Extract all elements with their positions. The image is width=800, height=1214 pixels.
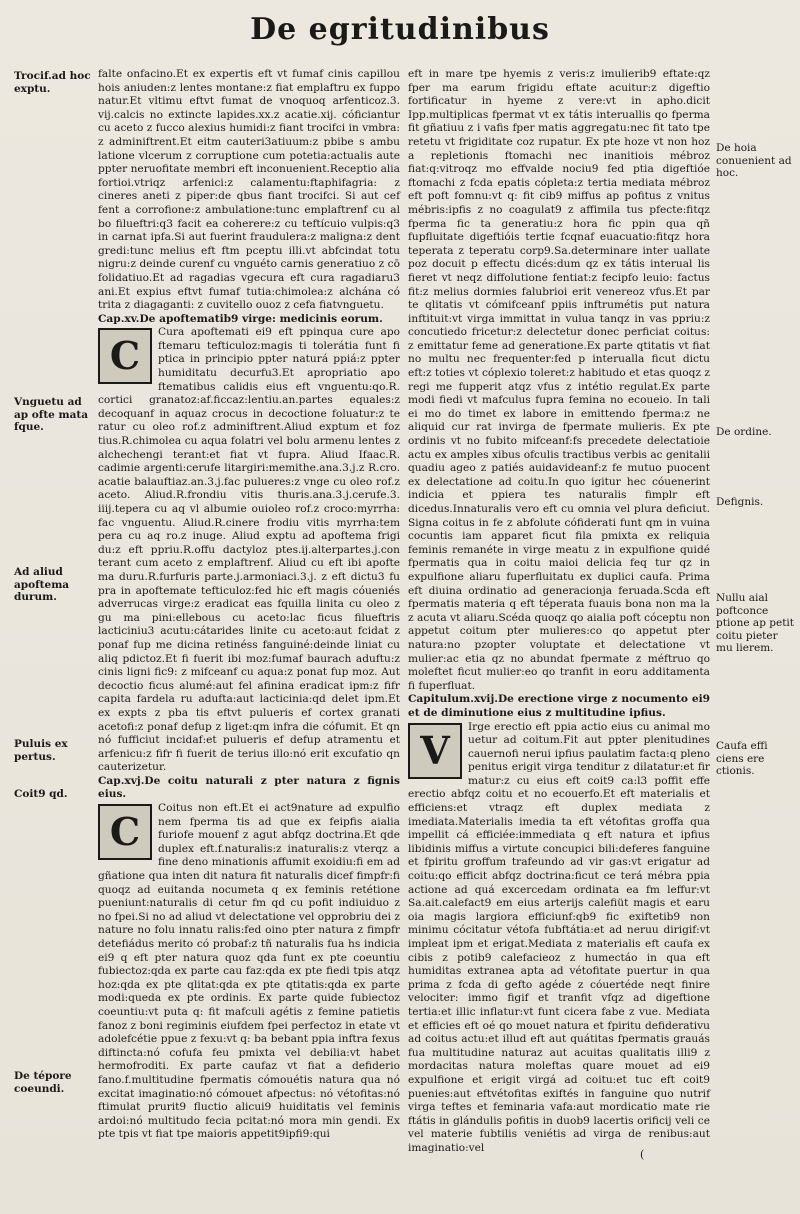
right-text-column xyxy=(408,68,710,1154)
margin-note: Puluis ex pertus. xyxy=(14,738,68,763)
chapter-heading: Cap.xv.De apoftematib9 virge: medicinis eorum. xyxy=(98,312,383,325)
margin-note: De hoia conuenient ad hoc. xyxy=(716,142,792,179)
drop-cap: C xyxy=(98,328,152,384)
paragraph: C Coitus non eft.Et ei act9nature ad expulfio nem fperma tis ad que ex feipfis aialia furiofe mouenf z agut abfqz doctrina.Et qde duplex eft.f.naturalis:z inaturalis:z vterqz a fine deno minationis affumit exoidiu:fi em ad gñatione qua inten dit natura fit naturalis dicef fimpfr:fi quoqz ad euitanda nocumeta q ex feminis retétione pueniunt:naturalis di cetur fm qd cu pofit indiuiduo z no fpei.Si no ad aliud vt delectatione vel opprobriu dei z nature no folu innatu ralis:fed oino pter natura z fimpfr detefiádus merito có probaf:z tñ naturalis fua hs indicia ei9 q eft pter natura quoz qda funt ex pte coeuntiu fubiectoz:qda ex parte cau faz:qda ex pte fiedi tpis atqz hoz:qda ex pte qlitat:qda ex pte qtitatis:qda ex parte modi:queda ex pte ordinis. Ex parte quide fubiectoz coeuntiu:vt puta q: fit mafculi agétis z femine patietis fanoz z boni regiminis eiufdem fpei perfectoz in etate vt adolefcétie ppue z fexu:vt q: ba bebant ppia inftra fexus diftincta:nó cofufa feu pmixta vel debilia:vt habet hermofroditi. Ex parte caufaz vt fiat a defiderio fano.f.multitudine fpermatis cómouétis natura qua nó excitat imaginatio:nó cómouet afpectus: nó vétofitas:nó ftimulat prurit9 fluctio alicui9 huiditatis vel feminis ardoi:nó multitudo fecia pcitat:nó mora min gendi. Ex pte tpis vt fiat tpe maioris appetit9ipfi9:qui xyxy=(98,802,400,1141)
margin-note: Trocif.ad hoc exptu. xyxy=(14,70,91,95)
paragraph: C Cura apoftemati ei9 eft ppinqua cure apo ftemaru tefticuloz:magis ti tolerátia funt fi ptica in principio ppter naturá ppiá:z ppter humiditatu decurfu3.Et apropriatio apo ftematibus calidis eius eft vnguentu:qo.R. cortici granatoz:af.ficcaz:lentiu.an.partes equales:z decoquanf in aquaz crocus in decoctione foluatur:z te ratur cu oleo rof.z adminiftrent.Aliud exptum et foz tius.R.chimolea cu aqua folatri vel bolu armenu lentes z alchechengi terant:et fiat vt fupra. Aliud Ifaac.R. cadimie argenti:cerufe litargiri:memithe.ana.3.j.z R.cro. acatie balauftiaz.an.3.j.fac pulueres:z vnge cu oleo rof.z aceto. Aliud.R.frondiu vitis thuris.ana.3.j.cerufe.3. iiij.tepera cu aq vl albumie ouioleo rof.z croco:myrrha: fac vnguentu. Aliud.R.cinere frodiu vitis myrrha:tem pera cu aq ro.z inuge. Aliud exptu ad apoftema frigi du:z eft ppriu.R.offu dactyloz ptes.ij.alterpartes.j.con terant cum aceto z emplaftrenf. Aliud cu eft ibi apofte ma duru.R.furfuris parte.j.armoniaci.3.j. z eft dictu3 fu pra in apoftemate tefticuloz:fed hic eft magis cóueniés adverrucas virge:z eradicat eas fquilla linita cu oleo z gu ma pini:ellebous cu aceto:lac ficus filueftris lacticiniu3 acutu:cátarides linite cu aceto:aut fcidat z ponaf fup me dicina retinéss fanguiné:deinde liniat cu aliq pdictoz.Et fi fuerit ibi moz:fumaf baurach aduftu:z cinis ligni fic9: z mifceanf cu aqua:z ponat fup moz. Aut decoctio ficus alumé:aut fel afinina eradicat ipm:z fifr capita fardela ru adufta:aut lacticinia:qd delet ipm.Et ex expts z pba tis eftvt pulueris ef cortex granati acetofi:z ponaf defup z liget:qm infra die cófumit. Et qn nó fufficiut incidaf:et pulueris ef defup atramentu et arfenicu:z fifr fi fuerit de terius illo:nó erit excufatio qn cauterizetur. xyxy=(98,326,400,774)
margin-note: Ad aliud apoftema durum. xyxy=(14,566,70,603)
drop-cap: V xyxy=(408,723,462,779)
margin-note: De ordine. xyxy=(716,426,772,438)
drop-cap: C xyxy=(98,804,152,860)
paragraph: eft in mare tpe hyemis z veris:z imulierib9 eftate:qz fper ma earum frigidu eftate acuitur:z digeftio fortificatur in hyeme z vere:vt in apho.dicit Ipp.multiplicas fpermat vt ex tátis interuallis qo fperma fit gñatiuu z i vafis fper matis aggregatu:nec fit tato tpe retetu vt frigiditate coz rupatur. Ex pte hoze vt non hoz a repletionis ftomachi nec inanitiois mébroz fiat:q:vitroqz mo effvalde nociu9 fed ptia digeftióe ftomachi z fcda epatis cópleta:z tertia mediata mébroz eft poft fomnu:vt q: fit cib9 miffus ap pofitus z vnitus mébris:ipfis z no coagulat9 z affimila tus pfecte:fitqz fperma fic ta generatiu:z hora fic ppin qua qñ fupfluitate digeftióis tertie fcqnaf euacuatio:fitqz hora teperata z teperatu corp9.Sa.determinare inter uallate poz docuit p effectu dicés:dum qz ex tátis interual lis fieret vt neqz diffolutione fentiat:z fecipfo leuio: factus fit:z melius dormies falubrioi erit venereoz vfus.Et par te qlitatis vt cómifceanf ppiis inftrumétis put natura inftituit:vt virga immittat in vulua tanqz in vas ppriu:z concutiedo fricetur:z delectetur donec perficiat coitus: z emittatur feme ad generatione.Ex parte qtitatis vt fiat no multu nec frequenter:fed p interualla ficut dictu eft:z toties vt cóplexio toleret:z habitudo et etas quoqz z regi me fupperit atqz vfus z intétio regulat.Ex parte modi fiedi vt mafculus fupra femina no ecoueio. In tali ei mo do timet ex labore in emittendo fperma:z ne aliquid cur rat invirga de fpermate mulieris. Ex pte ordinis vt no fubito mifceanf:fs precedete delectatioie actu ex amples xibus ofculis tractibus verbis ac genitalii quadiu ageo z patiés auidavideanf:z fe mutuo puocent ex delectatione ad coitu.In quo igitur hec cóuenerint indicia et ppiera tes naturalis fimplr eft dicedus.Innaturalis vero eft cu omnia vel plura deficiut. Signa coitus in fe z abfolute cófiderati funt qm in vuina cocuntis iam apparet ficut fila pmixta ex reliquia feminis remanéte in virge meatu z in expulfione quidé fpermatis qua in coitu maioi delicia feq tur qz in expulfione aliaru fuperfluitatu ex duplici caufa. Prima eft diuina ordinatio ad generacionja feruada.Scda eft fpermatis materia q eft téperata fuauis bona non ma la z acuta vt aliaru.Scéda quoqz qo aialia poft cóceptu non appetut coitum pter mulieres:co qo appetut pter natura:no pzopter voluptate et delectatione vt mulier:ac etia qz no abundat fpermate z méftruo qo moleftet ficut mulier:eo qo tranfit in eoru additamenta fi fuperfluat. xyxy=(408,68,710,692)
paragraph: V Irge erectio eft ppia actio eius cu animal mo uetur ad coitum.Fit aut ppter plenitudines cauernofi nerui ipfius paulatim facta:q pleno penitus erigit virga tenditur z dilatatur:et fir matur:z cu eius eft coit9 ca:l3 poffit effe erectio abfqz coitu et no ecouerfo.Et eft materialis et efficiens:et vtraqz eft duplex mediata z imediata.Materialis imedia ta eft vétofitas groffa qua impellit cá efficiée:immediata q eft natura et ipfius libidinis miffus a virtute concupici bili:deferes fanguine et fpiritu groffum trafeundo ad vir gas:vt erigatur ad coitu:qo efficit abfqz doctrina:ficut ce terá mébra ppia actione ad quá excercedam ordinata ea fm leffur:vt Sa.ait.calefact9 em eius arterijs calefiüt magis et earu oia magis largiora efficiunf:qb9 fic exiftetib9 non minimu cócitatur vétofa fubftátia:et ad neruu dirigif:vt impleat ipm et erigat.Mediata z materialis eft caufa ex cibis z potib9 calefacieoz z humectáo in qua eft humiditas extranea apta ad vétofitate puertur in qua prima z fcda di gefto agéde z cóuertéde neqt finire velociter: immo figif et tranfit vfqz ad digeftione tertia:et illic inflatur:vt funt cicera fabe z vue. Mediata et efficies eft oé qo mouet natura et fpiritu defiderativu ad coitus actu:et illud eft aut quátitas fpermatis grauás fua multitudine naturaz aut acuitas qualitatis illi9 z mordacitas natura moleftas quare mouet ad ei9 expulfione et erigit virgá ad coitu:et tuc eft coit9 puenies:aut eftvétofitas exiftés in fanguine quo nutrif virga teftes et feminaria vafa:aut mordicatio mate rie ftátis in glándulis pofitis in duob9 lacertis orificij veli ce vel materie fubtilis veniétis ad virga de renibus:aut imaginatio:vel xyxy=(408,720,710,1154)
page-heading: De egritudinibus xyxy=(250,12,550,47)
margin-note: Nullu aial poftconce ptione ap petit coitu pieter mu lierem. xyxy=(716,592,794,654)
margin-note: De tépore coeundi. xyxy=(14,1070,72,1095)
right-margin-notes xyxy=(716,70,796,1170)
left-margin-notes xyxy=(14,70,94,1170)
left-text-column xyxy=(98,68,400,1148)
margin-note: Caufa effi ciens ere ctionis. xyxy=(716,740,768,777)
margin-note: Vnguetu ad ap ofte mata fque. xyxy=(14,396,89,433)
margin-note: Defignis. xyxy=(716,496,764,508)
chapter-heading: Capitulum.xvij.De erectione virge z nocumento ei9 et de diminutione eius z multitudine ipfius. xyxy=(408,693,710,719)
paragraph: falte onfacino.Et ex expertis eft vt fumaf cinis capillou hois aniuden:z lentes montane:z fiat emplaftru ex fuppo natur.Et vltimu eftvt fumat de vnoquoq arfenticoz.3. vij.calcis no extincte lapides.xx.z acatie.xij. cóficiantur cu aceto z fucco alexius humidi:z fiant trocifci in vmbra: z adminiftrent.Et eitm cauteri3atiuum:z pbibe s ambu latione vlcerum z corruptione cum potetia:actualis aute ppter neruofitate membri eft inconuenient.Receptio alia fortioi.vtriqz arfenici:z calamentu:ftaphifagria: z cineres aneti z piper:de qbus fiant trocifci. Si aut cef fent a corrofione:z ambulatione:tunc emplaftrenf cu al bo filueftri:q3 facit ea coherere:z cu teftícuio vulpis:q3 in carnat ipfa.Si aut fuerint fraudulera:z maligna:z dent gredi:tunc melius eft ftm pceptu illi.vt abfcindat totu nigru:z deinde curenf cu vnguéto carnis generatiuo z cō folidatiuo.Et ad ragadias vgecura eft cura ragadiaru3 ani.Et expius eftvt fumaf tutia:chimolea:z alchána có trita z diagaganti: z cuvitello ouoz z cefa fiatvnguetu. xyxy=(98,68,400,312)
chapter-heading: Cap.xvj.De coitu naturali z pter natura z fignis eius. xyxy=(98,774,400,801)
stray-mark: ( xyxy=(640,1148,645,1161)
margin-note: Coit9 qd. xyxy=(14,788,68,800)
